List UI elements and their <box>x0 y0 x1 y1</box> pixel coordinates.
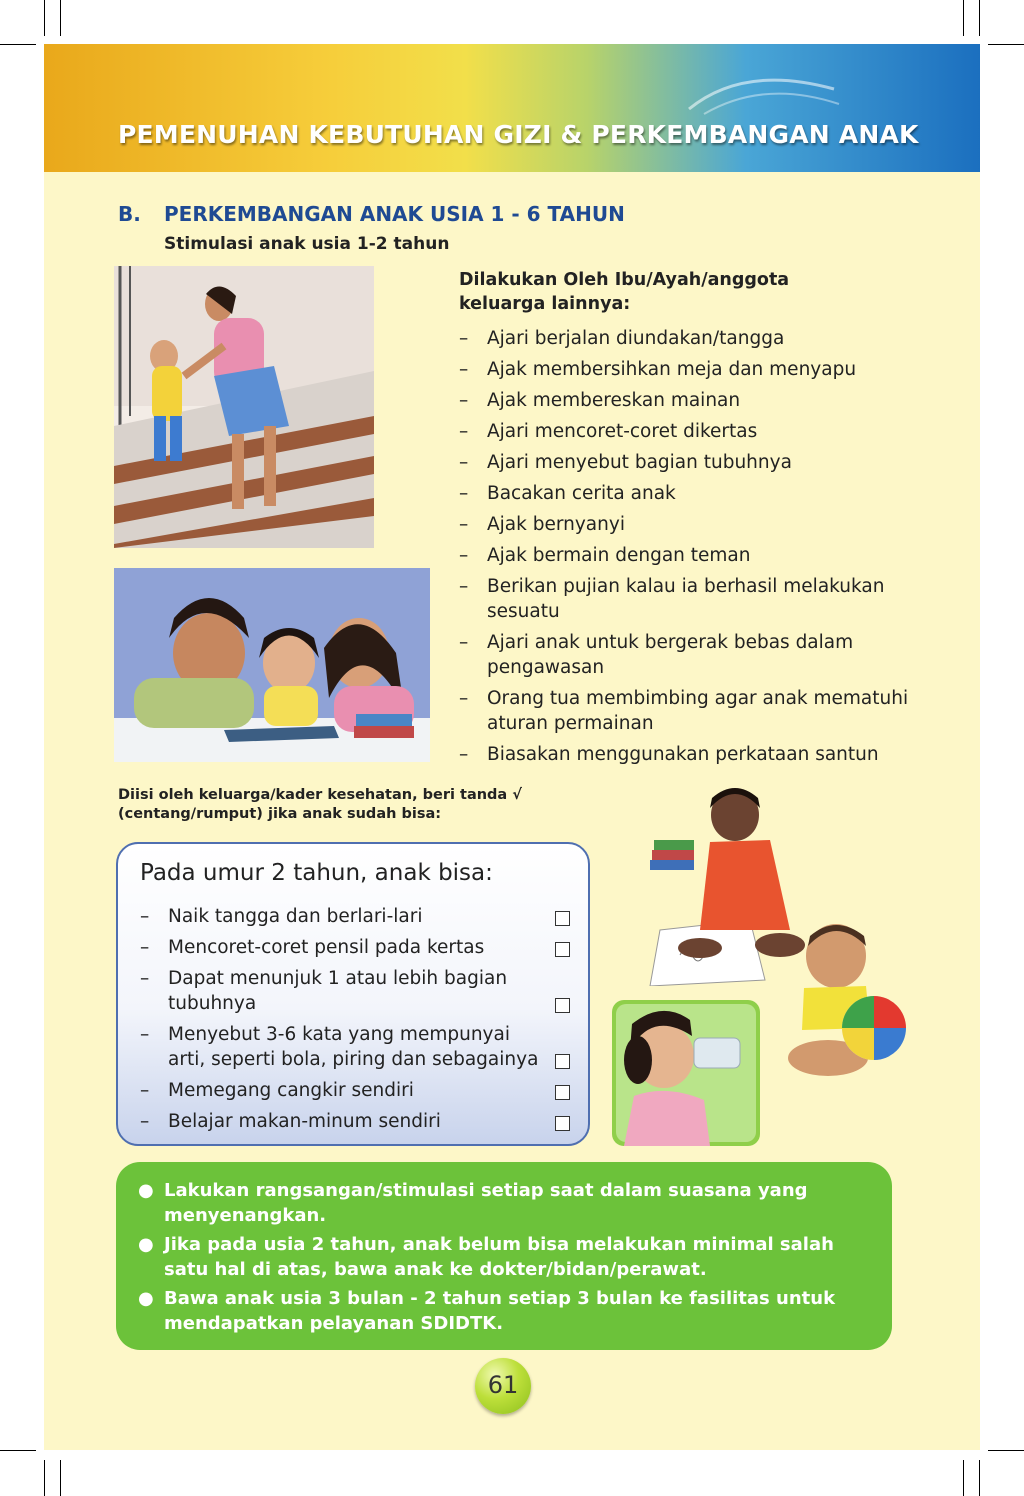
list-item: – Ajari anak untuk bergerak bebas dalam pengawasan <box>459 632 854 678</box>
illustration-family-reading <box>114 568 430 762</box>
list-item: – Berikan pujian kalau ia berhasil melakukan sesuatu <box>459 576 885 622</box>
list-item: – Ajak bernyanyi <box>459 514 625 535</box>
section-title: PERKEMBANGAN ANAK USIA 1 - 6 TAHUN <box>164 202 625 226</box>
checklist-instruction: Diisi oleh keluarga/kader kesehatan, beri tanda √ (centang/rumput) jika anak sudah bisa: <box>118 787 522 822</box>
bullet-icon: ● <box>138 1234 154 1255</box>
tip-item: ● Bawa anak usia 3 bulan - 2 tahun setiap 3 bulan ke fasilitas untuk mendapatkan pelayanan SDIDTK. <box>138 1288 836 1334</box>
list-item: – Bacakan cerita anak <box>459 483 676 504</box>
checkbox-icon[interactable] <box>555 911 570 926</box>
checklist-items <box>140 904 572 1140</box>
bullet-icon: ● <box>138 1180 154 1201</box>
illustration-girl-drinking <box>612 1000 760 1146</box>
crop-mark <box>0 1450 36 1451</box>
activities-heading: Dilakukan Oleh Ibu/Ayah/anggota keluarga lainnya: <box>459 270 790 314</box>
page-header <box>44 44 980 172</box>
checkbox-icon[interactable] <box>555 942 570 957</box>
checklist-item: – Naik tangga dan berlari-lari <box>140 904 572 929</box>
checklist-title: Pada umur 2 tahun, anak bisa: <box>140 860 493 886</box>
checklist-item: – Dapat menunjuk 1 atau lebih bagian tubuhnya <box>140 966 572 1016</box>
checkbox-icon[interactable] <box>555 998 570 1013</box>
tips-list <box>136 1178 876 1340</box>
crop-mark <box>44 1460 45 1496</box>
crop-mark <box>60 0 61 36</box>
checkbox-icon[interactable] <box>555 1116 570 1131</box>
tip-item: ● Jika pada usia 2 tahun, anak belum bisa melakukan minimal salah satu hal di atas, bawa anak ke dokter/bidan/perawat. <box>138 1234 834 1280</box>
crop-mark <box>963 1460 964 1496</box>
milestone-checklist-box <box>116 842 590 1146</box>
page-number: 61 <box>475 1358 531 1414</box>
list-item: – Biasakan menggunakan perkataan santun <box>459 744 879 765</box>
list-item: – Ajari berjalan diundakan/tangga <box>459 328 785 349</box>
crop-mark <box>988 44 1024 45</box>
document-page <box>44 44 980 1450</box>
bullet-icon: ● <box>138 1288 154 1309</box>
checklist-item: – Mencoret-coret pensil pada kertas <box>140 935 572 960</box>
tips-box <box>116 1162 892 1350</box>
checklist-item: – Belajar makan-minum sendiri <box>140 1109 572 1134</box>
crop-mark <box>60 1460 61 1496</box>
crop-mark <box>988 1450 1024 1451</box>
crop-mark <box>979 0 980 36</box>
illustration-baby-with-ball <box>774 910 908 1088</box>
crop-mark <box>44 0 45 36</box>
crop-mark <box>0 44 36 45</box>
checklist-item: – Memegang cangkir sendiri <box>140 1078 572 1103</box>
list-item: – Ajak membersihkan meja dan menyapu <box>459 359 857 380</box>
activities-list <box>459 326 919 773</box>
crop-mark <box>979 1460 980 1496</box>
tip-item: ● Lakukan rangsangan/stimulasi setiap saat dalam suasana yang menyenangkan. <box>138 1180 808 1226</box>
checklist-item: – Menyebut 3-6 kata yang mempunyai arti, seperti bola, piring dan sebagainya <box>140 1022 572 1072</box>
section-letter: B. <box>118 202 141 226</box>
list-item: – Ajak membereskan mainan <box>459 390 741 411</box>
crop-mark <box>963 0 964 36</box>
list-item: – Ajak bermain dengan teman <box>459 545 751 566</box>
header-title: PEMENUHAN KEBUTUHAN GIZI & PERKEMBANGAN ANAK <box>118 120 919 149</box>
section-subtitle: Stimulasi anak usia 1-2 tahun <box>164 234 450 254</box>
decorative-swirl-icon <box>684 64 844 124</box>
list-item: – Orang tua membimbing agar anak mematuhi aturan permainan <box>459 688 909 734</box>
checkbox-icon[interactable] <box>555 1085 570 1100</box>
checkbox-icon[interactable] <box>555 1054 570 1069</box>
list-item: – Ajari mencoret-coret dikertas <box>459 421 758 442</box>
list-item: – Ajari menyebut bagian tubuhnya <box>459 452 792 473</box>
illustration-mother-child-stairs <box>114 266 374 548</box>
